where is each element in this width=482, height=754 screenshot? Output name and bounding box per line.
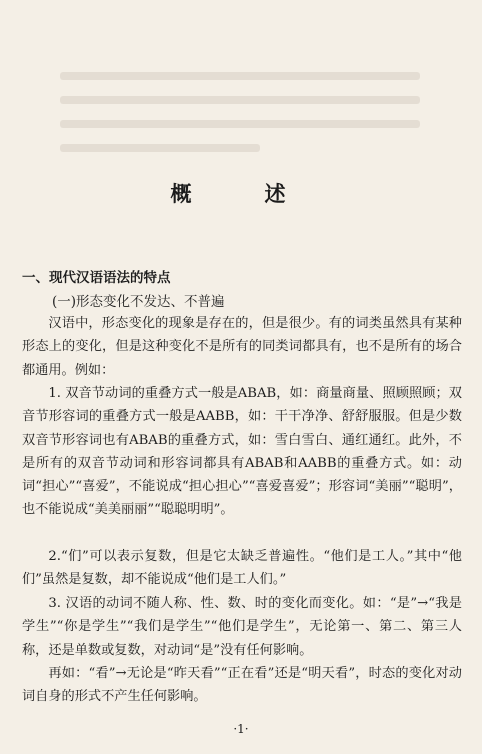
show-through-line [60,72,420,80]
paragraph: 汉语中，形态变化的现象是存在的，但是很少。有的词类虽然具有某种形态上的变化，但是这种变化不是所有的同类词都具有，也不是所有的场合都通用。例如： [22,316,462,378]
page-number: ·1· [233,722,249,736]
show-through-line [60,144,260,152]
show-through-line [60,96,420,104]
page-title: 概 述 [170,182,312,206]
section-heading: 一、现代汉语语法的特点 [22,270,171,286]
subsection-heading: (一)形态变化不发达、不普遍 [52,294,225,310]
paragraph: 1. 双音节动词的重叠方式一般是ABAB，如：商量商量、照顾照顾；双音节形容词的重叠方式一般是AABB，如：干干净净、舒舒服服。但是少数双音节形容词也有ABAB的重叠方式，如：雪白雪白、通红通红。此外，不是所有的双音节动词和形容词都具有ABAB和AABB的重叠方式。如：动词“担心”“喜爱”，不能说成“担心担心”“喜爱喜爱”；形容词“美丽”“聪明”，也不能说成“美美丽丽”“聪聪明明”。 [22,386,462,518]
paragraph: 2.“们”可以表示复数，但是它太缺乏普遍性。“他们是工人。”其中“他们”虽然是复数，却不能说成“他们是工人们。” [22,549,462,588]
paragraph: 再如：“看”→无论是“昨天看”“正在看”还是“明天看”，时态的变化对动词自身的形式不产生任何影响。 [22,666,462,705]
paragraph: 3. 汉语的动词不随人称、性、数、时的变化而变化。如：“是”→“我是学生”“你是学生”“我们是学生”“他们是学生”，无论第一、第二、第三人称，还是单数或复数，对动词“是”没有任何影响。 [22,596,462,658]
show-through-line [60,120,420,128]
